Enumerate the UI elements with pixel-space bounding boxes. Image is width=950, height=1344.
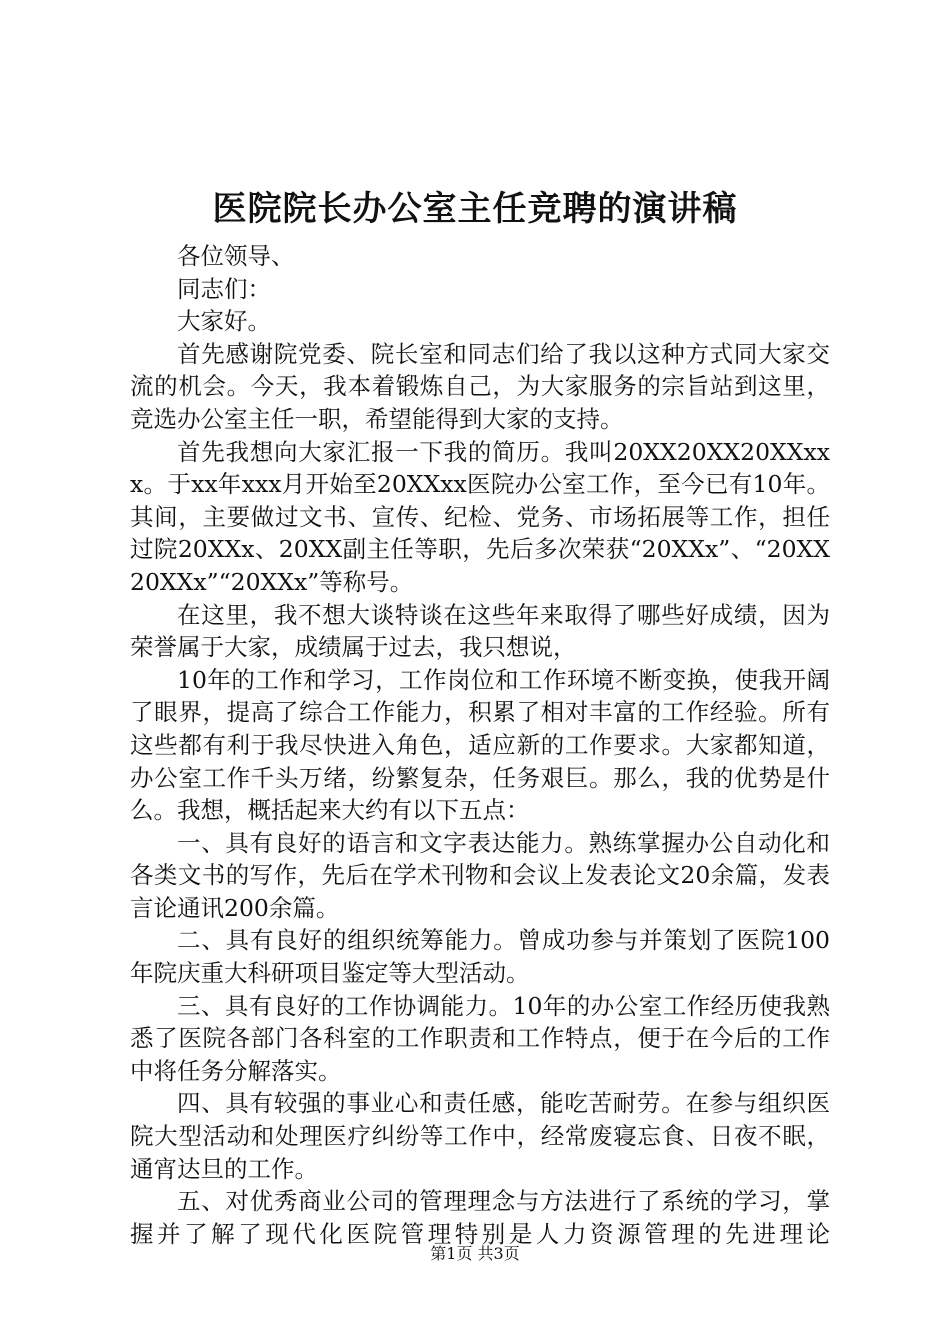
greeting-line: 各位领导、	[177, 242, 295, 270]
body-paragraph: 首先我想向大家汇报一下我的简历。我叫20XX20XX20XXxxx。于xx年xxx月开始至20XXxx医院办公室工作，至今已有10年。其间，主要做过文书、宣传、纪检、党务、市场拓展等工作，担任过院20XXx、20XX副主任等职，先后多次荣获“20XXx”、“20XX20XXx”“20XXx”等称号。	[130, 437, 830, 596]
strength-paragraph: 五、对优秀商业公司的管理理念与方法进行了系统的学习，掌握并了解了现代化医院管理特别是人力资源管理的先进理论	[130, 1187, 830, 1248]
greeting-line: 大家好。	[177, 307, 271, 336]
body-paragraph: 在这里，我不想大谈特谈在这些年来取得了哪些好成绩，因为荣誉属于大家，成绩属于过去，我只想说，	[130, 600, 830, 662]
greeting-line: 同志们：	[177, 274, 271, 303]
document-body	[130, 240, 830, 1250]
strength-paragraph: 四、具有较强的事业心和责任感，能吃苦耐劳。在参与组织医院大型活动和处理医疗纠纷等工作中，经常废寝忘食、日夜不眠，通宵达旦的工作。	[130, 1089, 830, 1183]
document-title: 医院院长办公室主任竞聘的演讲稿	[212, 189, 738, 229]
strength-paragraph: 三、具有良好的工作协调能力。10年的办公室工作经历使我熟悉了医院各部门各科室的工作职责和工作特点，便于在今后的工作中将任务分解落实。	[130, 991, 830, 1085]
strength-paragraph: 一、具有良好的语言和文字表达能力。熟练掌握办公自动化和各类文书的写作，先后在学术刊物和会议上发表论文20余篇，发表言论通讯200余篇。	[130, 828, 830, 922]
page-footer: 第1页 共3页	[430, 1244, 520, 1263]
body-paragraph: 首先感谢院党委、院长室和同志们给了我以这种方式同大家交流的机会。今天，我本着锻炼自己，为大家服务的宗旨站到这里，竞选办公室主任一职，希望能得到大家的支持。	[130, 339, 830, 433]
strength-paragraph: 二、具有良好的组织统筹能力。曾成功参与并策划了医院100年院庆重大科研项目鉴定等大型活动。	[130, 926, 830, 988]
body-paragraph: 10年的工作和学习，工作岗位和工作环境不断变换，使我开阔了眼界，提高了综合工作能力，积累了相对丰富的工作经验。所有这些都有利于我尽快进入角色，适应新的工作要求。大家都知道，办公室工作千头万绪，纷繁复杂，任务艰巨。那么，我的优势是什么。我想，概括起来大约有以下五点：	[130, 665, 830, 825]
